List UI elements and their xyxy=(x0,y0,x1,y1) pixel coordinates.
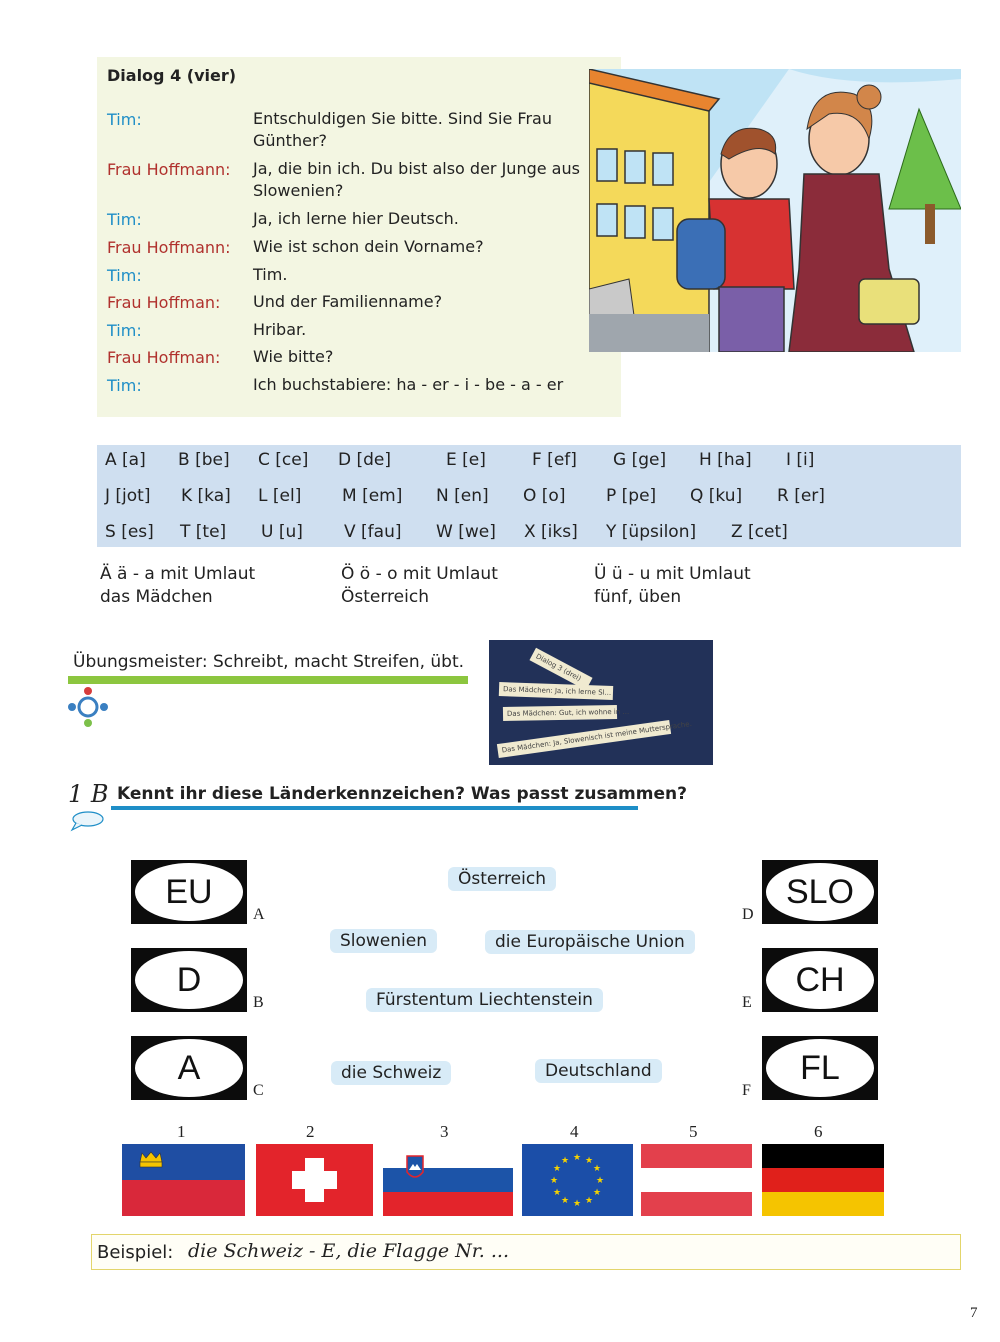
eu-flag-icon xyxy=(522,1144,633,1216)
plate-code: D xyxy=(135,951,243,1009)
paper-strip: Das Mädchen: Ja, Slowenisch ist meine Muttersprache. xyxy=(497,720,671,758)
country-label: die Schweiz xyxy=(331,1061,451,1085)
svg-text:★: ★ xyxy=(560,1156,570,1166)
umlaut-rule: Ä ä - a mit Umlaut xyxy=(100,564,256,584)
umlaut-rule: Ö ö - o mit Umlaut xyxy=(341,564,498,584)
plate-eu xyxy=(131,860,247,924)
country-label: Fürstentum Liechtenstein xyxy=(366,988,603,1012)
alphabet-letter: K [ka] xyxy=(181,486,231,506)
alphabet-letter: H [ha] xyxy=(699,450,752,470)
alphabet-letter: Y [üpsilon] xyxy=(606,522,697,542)
svg-text:★: ★ xyxy=(584,1196,594,1206)
plate-d xyxy=(131,948,247,1012)
plate-code: FL xyxy=(766,1039,874,1097)
svg-text:★: ★ xyxy=(572,1199,582,1209)
alphabet-letter: Z [cet] xyxy=(731,522,788,542)
alphabet-letter: T [te] xyxy=(180,522,227,542)
alphabet-letter: C [ce] xyxy=(258,450,309,470)
dialog-line: Wie bitte? xyxy=(253,347,334,366)
alphabet-letter: F [ef] xyxy=(532,450,577,470)
alphabet-letter: W [we] xyxy=(436,522,496,542)
exercise-title-underline xyxy=(111,806,638,810)
dialog-speaker: Tim: xyxy=(107,321,142,340)
plate-code: EU xyxy=(135,863,243,921)
umlaut-a xyxy=(100,563,255,609)
dialog-speaker: Frau Hoffman: xyxy=(107,348,221,367)
plate-a xyxy=(131,1036,247,1100)
dialog-speaker: Frau Hoffmann: xyxy=(107,160,231,179)
svg-text:★: ★ xyxy=(552,1188,562,1198)
paper-strip: Dialog 3 (drei) xyxy=(529,648,592,690)
dialog-title: Dialog 4 (vier) xyxy=(107,66,237,85)
plate-letter: E xyxy=(742,994,752,1011)
speech-bubble-icon xyxy=(70,810,104,832)
alphabet-letter: N [en] xyxy=(436,486,489,506)
uebungsmeister-text: Übungsmeister: Schreibt, macht Streifen, übt. xyxy=(73,652,465,672)
dialog-speaker: Tim: xyxy=(107,210,142,229)
alphabet-letter: U [u] xyxy=(261,522,303,542)
plate-code: SLO xyxy=(766,863,874,921)
svg-text:★: ★ xyxy=(560,1196,570,1206)
alphabet-letter: L [el] xyxy=(258,486,302,506)
umlaut-u xyxy=(594,563,751,609)
dialog-speaker: Tim: xyxy=(107,110,142,129)
alphabet-letter: M [em] xyxy=(342,486,403,506)
dialog-line: Wie ist schon dein Vorname? xyxy=(253,237,484,256)
svg-text:★: ★ xyxy=(592,1164,602,1174)
plate-fl xyxy=(762,1036,878,1100)
svg-text:★: ★ xyxy=(549,1176,559,1186)
plate-code: A xyxy=(135,1039,243,1097)
paper-strip: Das Mädchen: Gut, ich wohne in ... xyxy=(503,705,617,721)
exercise-title: Kennt ihr diese Länderkennzeichen? Was passt zusammen? xyxy=(117,784,687,804)
plate-slo xyxy=(762,860,878,924)
dialog-line: Ja, ich lerne hier Deutsch. xyxy=(253,209,459,228)
group-work-icon xyxy=(67,686,109,728)
flag-number: 2 xyxy=(306,1122,315,1141)
paper-strips-photo xyxy=(489,640,713,765)
alphabet-letter: X [iks] xyxy=(524,522,578,542)
austria-flag-icon xyxy=(641,1144,752,1216)
alphabet-letter: O [o] xyxy=(523,486,566,506)
dialog-speaker: Frau Hoffmann: xyxy=(107,238,231,257)
plate-letter: B xyxy=(253,994,264,1011)
slovenia-flag-icon xyxy=(383,1144,513,1216)
alphabet-letter: G [ge] xyxy=(613,450,667,470)
flag-number: 4 xyxy=(570,1122,579,1141)
alphabet-letter: B [be] xyxy=(178,450,230,470)
alphabet-letter: D [de] xyxy=(338,450,392,470)
dialog-line: Entschuldigen Sie bitte. Sind Sie Frau Günther? xyxy=(253,109,552,150)
plate-letter: A xyxy=(253,906,265,923)
plate-code: CH xyxy=(766,951,874,1009)
dialog-speaker: Tim: xyxy=(107,266,142,285)
alphabet-letter: E [e] xyxy=(446,450,486,470)
country-label: Slowenien xyxy=(330,929,437,953)
example-label: Beispiel: xyxy=(97,1242,174,1263)
country-label: die Europäische Union xyxy=(485,930,695,954)
umlaut-example: fünf, üben xyxy=(594,587,682,607)
dialog-line: Hribar. xyxy=(253,320,307,339)
paper-strip: Das Mädchen: Ja, ich lerne Sl... xyxy=(499,682,613,700)
dialog-speaker: Frau Hoffman: xyxy=(107,293,221,312)
dialog-speaker: Tim: xyxy=(107,376,142,395)
plate-ch xyxy=(762,948,878,1012)
flag-number: 5 xyxy=(689,1122,698,1141)
page-number: 7 xyxy=(970,1305,978,1321)
alphabet-letter: I [i] xyxy=(786,450,815,470)
alphabet-letter: P [pe] xyxy=(606,486,657,506)
umlaut-o xyxy=(341,563,498,609)
svg-text:★: ★ xyxy=(595,1176,605,1186)
svg-text:★: ★ xyxy=(592,1188,602,1198)
svg-text:★: ★ xyxy=(552,1164,562,1174)
alphabet-letter: V [fau] xyxy=(344,522,402,542)
dialog-line: Und der Familienname? xyxy=(253,292,443,311)
germany-flag-icon xyxy=(762,1144,884,1216)
dialog-illustration xyxy=(589,69,961,352)
flag-number: 6 xyxy=(814,1122,823,1141)
dialog-line: Ja, die bin ich. Du bist also der Junge aus Slowenien? xyxy=(253,159,580,200)
alphabet-letter: Q [ku] xyxy=(690,486,743,506)
umlaut-example: Österreich xyxy=(341,587,429,607)
country-label: Deutschland xyxy=(535,1059,662,1083)
dialog-line: Tim. xyxy=(253,265,288,284)
alphabet-letter: J [jot] xyxy=(105,486,151,506)
alphabet-letter: R [er] xyxy=(777,486,825,506)
plate-letter: C xyxy=(253,1082,264,1099)
flag-number: 1 xyxy=(177,1122,186,1141)
exercise-number: 1 B xyxy=(68,780,109,808)
uebungsmeister-divider xyxy=(68,676,468,684)
plate-letter: F xyxy=(742,1082,751,1099)
umlaut-example: das Mädchen xyxy=(100,587,213,607)
umlaut-rule: Ü ü - u mit Umlaut xyxy=(594,564,751,584)
flag-number: 3 xyxy=(440,1122,449,1141)
svg-text:★: ★ xyxy=(584,1156,594,1166)
country-label: Österreich xyxy=(448,867,556,891)
dialog-line: Ich buchstabiere: ha - er - i - be - a - er xyxy=(253,375,564,394)
plate-letter: D xyxy=(742,906,754,923)
alphabet-letter: A [a] xyxy=(105,450,146,470)
alphabet-letter: S [es] xyxy=(105,522,154,542)
example-text: die Schweiz - E, die Flagge Nr. ... xyxy=(188,1240,509,1262)
liechtenstein-flag-icon xyxy=(122,1144,245,1216)
svg-text:★: ★ xyxy=(572,1153,582,1163)
switzerland-flag-icon xyxy=(256,1144,373,1216)
